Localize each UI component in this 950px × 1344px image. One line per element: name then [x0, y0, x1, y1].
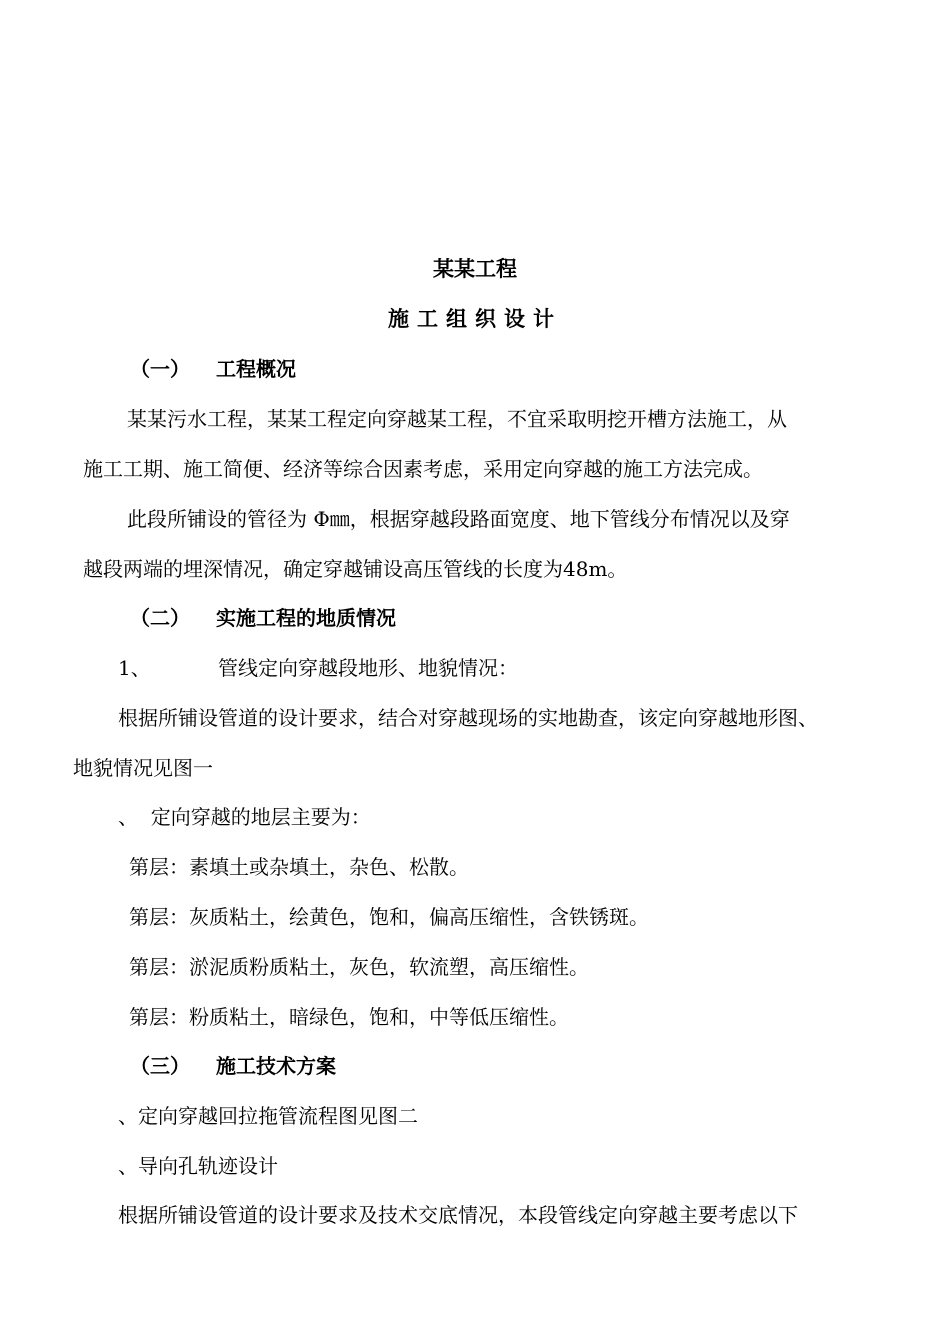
section-number: （二） [130, 606, 190, 630]
paragraph-line: 根据所铺设管道的设计要求及技术交底情况，本段管线定向穿越主要考虑以下 [118, 1203, 798, 1227]
list-item: 、定向穿越回拉拖管流程图见图二 [118, 1104, 418, 1128]
section-number: （三） [130, 1054, 190, 1078]
layer-line: 第层：素填土或杂填土，杂色、松散。 [129, 855, 469, 879]
section-title: 施工技术方案 [216, 1054, 336, 1078]
section-2-heading [130, 604, 396, 632]
layer-line: 第层：灰质粘土，绘黄色，饱和，偏高压缩性，含铁锈斑。 [129, 905, 649, 929]
document-subtitle: 施工组织设计 [388, 307, 562, 331]
paragraph-line: 某某污水工程，某某工程定向穿越某工程，不宜采取明挖开槽方法施工，从 [127, 407, 787, 431]
paragraph-line: 施工工期、施工简便、经济等综合因素考虑，采用定向穿越的施工方法完成。 [83, 457, 763, 481]
section-number: （一） [130, 357, 190, 381]
list-item: 、导向孔轨迹设计 [118, 1154, 278, 1178]
list-item-2: 、 定向穿越的地层主要为： [118, 805, 371, 829]
section-title: 工程概况 [216, 357, 296, 381]
paragraph-line: 地貌情况见图一 [73, 756, 213, 780]
paragraph-line: 根据所铺设管道的设计要求，结合对穿越现场的实地勘查，该定向穿越地形图、 [118, 706, 818, 730]
section-1-heading [130, 355, 296, 383]
section-3-heading [130, 1052, 336, 1080]
layer-line: 第层：淤泥质粉质粘土，灰色，软流塑，高压缩性。 [129, 955, 589, 979]
layer-line: 第层：粉质粘土，暗绿色，饱和，中等低压缩性。 [129, 1005, 569, 1029]
section-title: 实施工程的地质情况 [216, 606, 396, 630]
paragraph-line: 此段所铺设的管径为 Φ㎜，根据穿越段路面宽度、地下管线分布情况以及穿 [127, 507, 790, 531]
item-text: 管线定向穿越段地形、地貌情况： [218, 656, 518, 680]
document-title: 某某工程 [433, 257, 517, 281]
paragraph-line: 越段两端的埋深情况，确定穿越铺设高压管线的长度为48m。 [83, 557, 628, 581]
list-item-1 [118, 654, 518, 682]
item-number: 1、 [118, 656, 151, 680]
